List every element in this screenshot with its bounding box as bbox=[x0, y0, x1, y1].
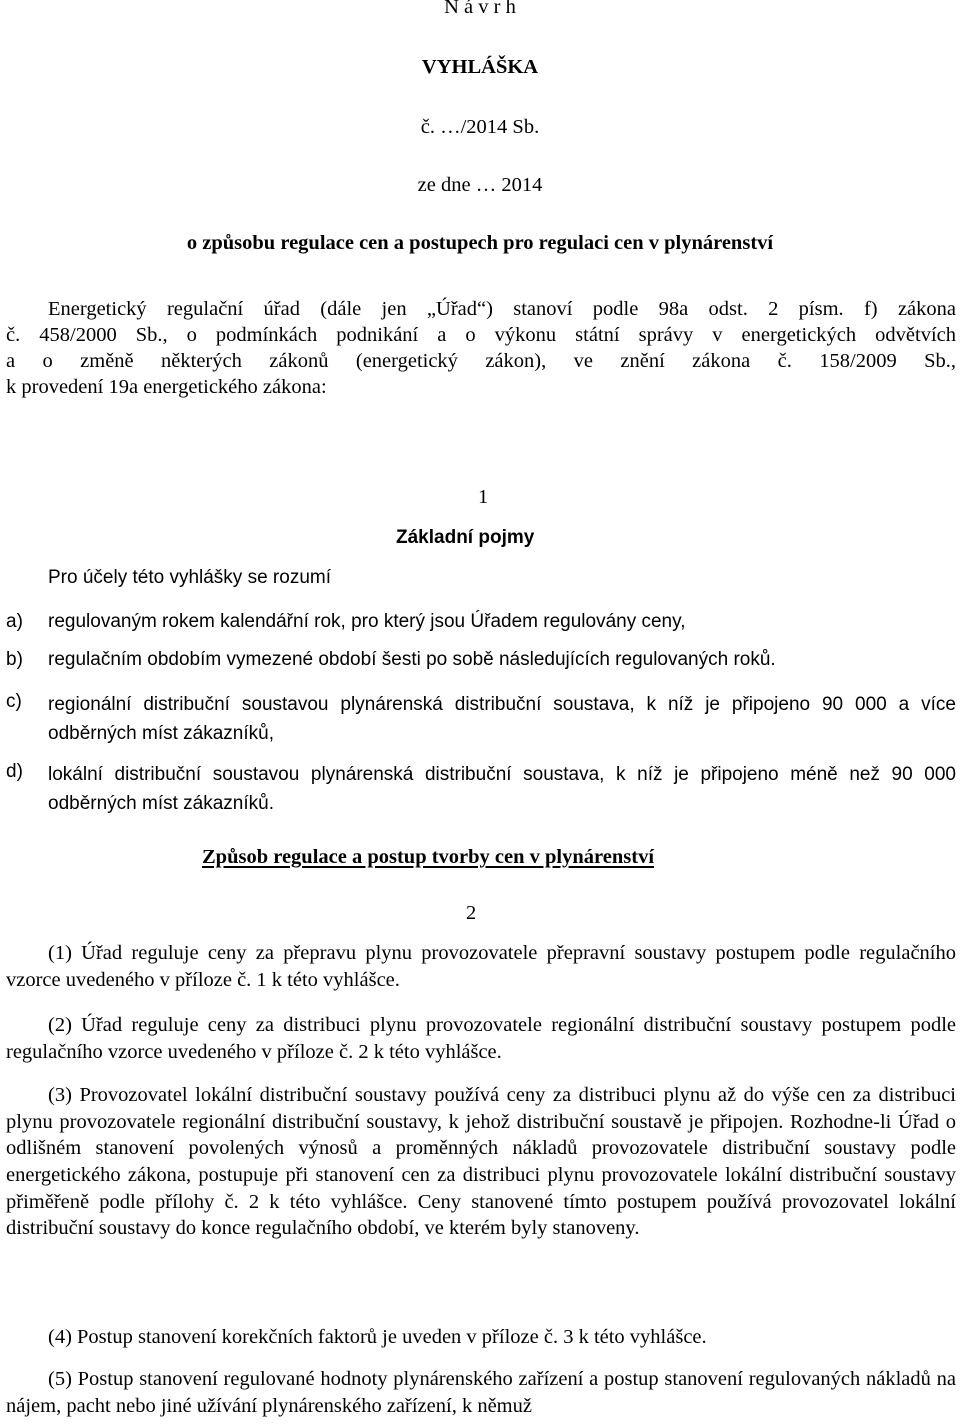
document-type: VYHLÁŠKA bbox=[421, 56, 539, 78]
document-title: o způsobu regulace cen a postupech pro regulaci cen v plynárenství bbox=[186, 232, 774, 254]
preamble bbox=[6, 296, 956, 400]
paragraph-1 bbox=[6, 940, 956, 993]
section-heading-regulation: Způsob regulace a postup tvorby cen v plynárenství bbox=[202, 846, 655, 868]
definition-b bbox=[6, 648, 956, 673]
definition-label: b) bbox=[6, 649, 23, 670]
definition-d bbox=[6, 760, 956, 818]
preamble-line-3: a o změně některých zákonů (energetický zákon), ve znění zákona č. 158/2009 Sb., bbox=[6, 350, 956, 372]
definition-text: lokální distribuční soustavou plynárenská distribuční soustava, k níž je připojeno méně než 90 000 odběrných míst zákazníků. bbox=[48, 764, 956, 814]
paragraph-text: (1) Úřad reguluje ceny za přepravu plynu provozovatele přepravní soustavy postupem podle regulačního vzorce uvedeného v příloze č. 1 k této vyhlášce. bbox=[6, 942, 956, 991]
paragraph-text: (2) Úřad reguluje ceny za distribuci plynu provozovatele regionální distribuční soustavy postupem podle regulačního vzorce uvedeného v příloze č. 2 k této vyhlášce. bbox=[6, 1014, 956, 1063]
paragraph-5 bbox=[6, 1366, 956, 1419]
definition-label: a) bbox=[6, 611, 23, 632]
paragraph-2 bbox=[6, 1012, 956, 1065]
paragraph-3 bbox=[6, 1082, 956, 1242]
document-number: č. …/2014 Sb. bbox=[420, 116, 540, 138]
definition-label: c) bbox=[6, 691, 22, 712]
definition-text: regionální distribuční soustavou plynárenská distribuční soustava, k níž je připojeno 90 000 a více odběrných míst zákazníků, bbox=[48, 694, 956, 744]
definition-text: regulačním obdobím vymezené období šesti po sobě následujících regulovaných roků. bbox=[48, 649, 776, 670]
preamble-line-4: k provedení 19a energetického zákona: bbox=[6, 376, 327, 398]
paragraph-text: (5) Postup stanovení regulované hodnoty plynárenského zařízení a postup stanovení regulovaných nákladů na nájem, pacht nebo jiné užívání plynárenského zařízení, k němuž bbox=[6, 1368, 956, 1417]
draft-label: N á v r h bbox=[444, 0, 516, 18]
paragraph-text: (4) Postup stanovení korekčních faktorů je uveden v příloze č. 3 k této vyhlášce. bbox=[48, 1326, 707, 1348]
preamble-line-2: č. 458/2000 Sb., o podmínkách podnikání a o výkonu státní správy v energetických odvětvích bbox=[6, 324, 956, 346]
preamble-line-1: Energetický regulační úřad (dále jen „Úřad“) stanoví podle 98a odst. 2 písm. f) zákona bbox=[48, 298, 956, 320]
definition-text: regulovaným rokem kalendářní rok, pro který jsou Úřadem regulovány ceny, bbox=[48, 611, 686, 632]
definition-label: d) bbox=[6, 761, 23, 782]
paragraph-text: (3) Provozovatel lokální distribuční soustavy používá ceny za distribuci plynu až do výše cen za distribuci plynu provozovatele regionální distribuční soustavy, k jehož distribuční soustavě je připojen. Rozhodne-li Úřad o odlišném stanovení povolených výnosů a proměnných nákladů provozovatele distribuční soustavy podle energetického zákona, postupuje při stanovení cen za distribuci plynu provozovatele lokální distribuční soustavy přiměřeně podle přílohy č. 2 k této vyhlášce. Ceny stanovené tímto postupem používá provozovatel lokální distribuční soustavy do konce regulačního období, ve kterém byly stanoveny. bbox=[6, 1084, 956, 1240]
definitions-intro: Pro účely této vyhlášky se rozumí bbox=[48, 567, 331, 588]
definition-c bbox=[6, 690, 956, 748]
section-2-number: 2 bbox=[466, 902, 477, 924]
section-1-number: 1 bbox=[478, 486, 489, 508]
section-1-heading: Základní pojmy bbox=[396, 527, 535, 548]
document-date: ze dne … 2014 bbox=[417, 174, 543, 196]
paragraph-4 bbox=[6, 1324, 956, 1351]
definition-a bbox=[6, 610, 956, 635]
